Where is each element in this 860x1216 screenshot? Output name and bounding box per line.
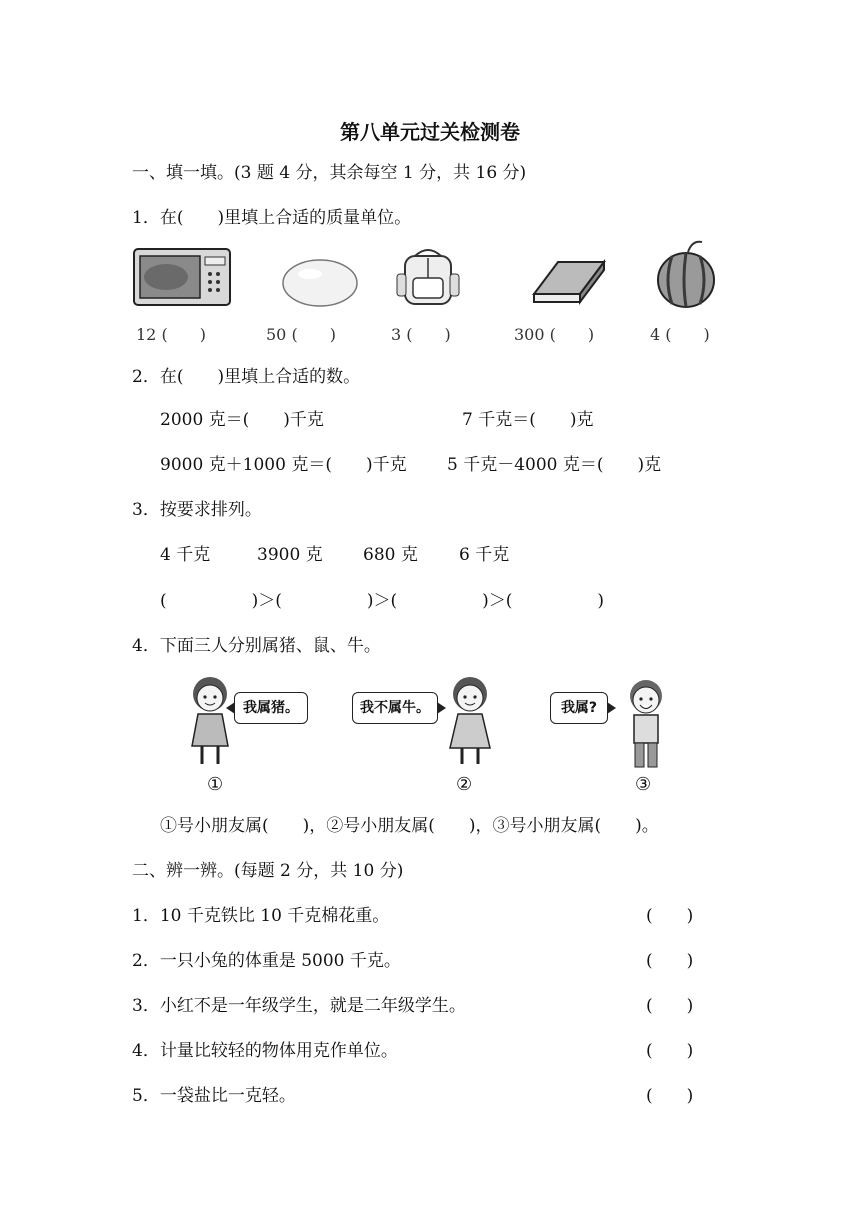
q3-value-3: 680 克 (363, 545, 418, 565)
q1-blank-1[interactable]: 12 ( ) (136, 325, 206, 344)
q1-blank-4[interactable]: 300 ( ) (514, 325, 595, 344)
judge-item-1: 1．10 千克铁比 10 千克棉花重。 (132, 906, 390, 926)
q3-value-1: 4 千克 (160, 545, 211, 565)
q2-row2-left[interactable]: 9000 克＋1000 克＝( )千克 (160, 455, 407, 475)
question-4-text: 4．下面三人分别属猪、鼠、牛。 (132, 636, 381, 656)
microwave-icon (132, 246, 232, 308)
watermelon-icon (652, 238, 722, 310)
question-1-text: 1．在( )里填上合适的质量单位。 (132, 208, 412, 228)
figure-label-3: ③ (635, 774, 652, 795)
q3-order-blanks[interactable]: ( )＞( )＞( )＞( ) (160, 591, 605, 611)
section-2-heading: 二、辨一辨。(每题 2 分，共 10 分) (132, 861, 404, 881)
judge-answer-4[interactable]: ( ) (646, 1041, 694, 1061)
egg-icon (280, 256, 362, 308)
q3-value-2: 3900 克 (257, 545, 323, 565)
q1-blank-5[interactable]: 4 ( ) (650, 325, 710, 344)
q1-blank-2[interactable]: 50 ( ) (266, 325, 336, 344)
boy-figure (620, 676, 672, 772)
judge-item-3: 3．小红不是一年级学生，就是二年级学生。 (132, 996, 466, 1016)
q1-blank-3[interactable]: 3 ( ) (391, 325, 451, 344)
girl-1-figure (184, 672, 236, 770)
book-icon (530, 256, 608, 306)
judge-answer-3[interactable]: ( ) (646, 996, 694, 1016)
girl-2-figure (444, 672, 496, 770)
q2-row2-right[interactable]: 5 千克－4000 克＝( )克 (447, 455, 662, 475)
question-3-text: 3．按要求排列。 (132, 500, 262, 520)
judge-answer-5[interactable]: ( ) (646, 1086, 694, 1106)
judge-item-2: 2．一只小兔的体重是 5000 千克。 (132, 951, 401, 971)
speech-bubble-1: 我属猪。 (234, 692, 308, 724)
question-2-text: 2．在( )里填上合适的数。 (132, 367, 361, 387)
figure-label-2: ② (456, 774, 473, 795)
q3-value-4: 6 千克 (459, 545, 510, 565)
section-1-heading: 一、填一填。(3 题 4 分，其余每空 1 分，共 16 分) (132, 163, 527, 183)
judge-answer-2[interactable]: ( ) (646, 951, 694, 971)
judge-item-5: 5．一袋盐比一克轻。 (132, 1086, 296, 1106)
judge-answer-1[interactable]: ( ) (646, 906, 694, 926)
speech-bubble-3: 我属? (550, 692, 608, 724)
page-title: 第八单元过关检测卷 (340, 120, 520, 144)
figure-label-1: ① (207, 774, 224, 795)
backpack-icon (395, 244, 461, 308)
q2-row1-right[interactable]: 7 千克＝( )克 (462, 410, 594, 430)
judge-item-4: 4．计量比较轻的物体用克作单位。 (132, 1041, 398, 1061)
q4-answer-blanks[interactable]: ①号小朋友属( )，②号小朋友属( )，③号小朋友属( )。 (160, 816, 659, 836)
speech-bubble-2: 我不属牛。 (352, 692, 438, 724)
q2-row1-left[interactable]: 2000 克＝( )千克 (160, 410, 324, 430)
